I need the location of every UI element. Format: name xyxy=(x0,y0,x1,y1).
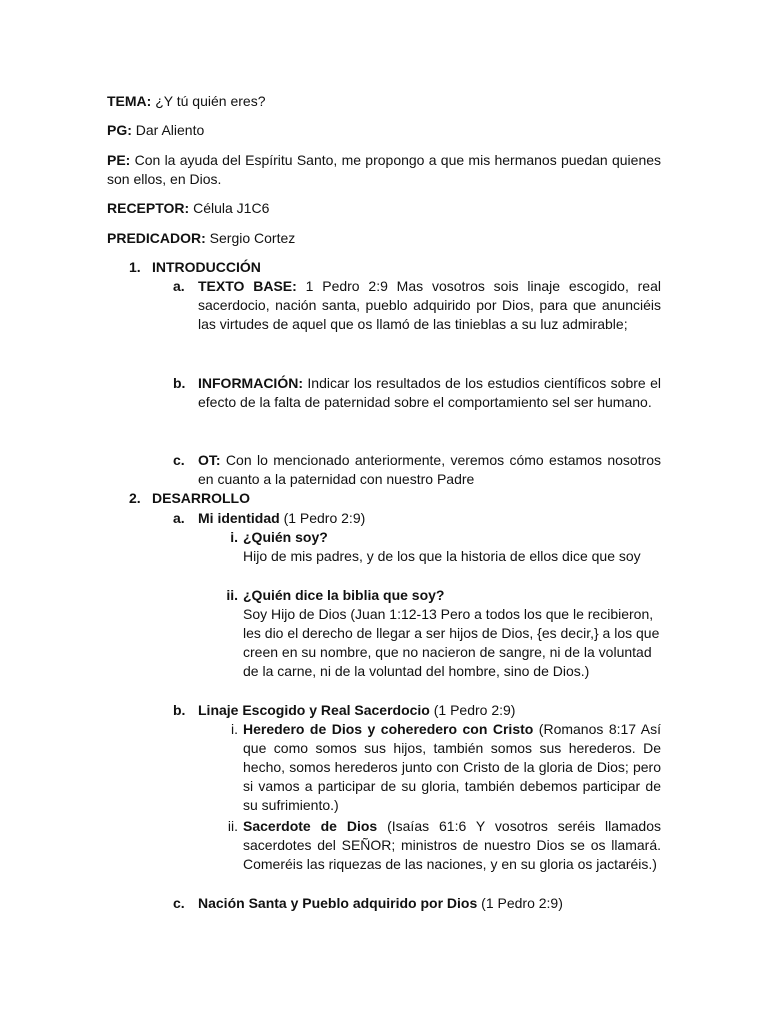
linaje-escogido-item xyxy=(173,701,661,720)
section-title: INTRODUCCIÓN xyxy=(152,259,261,275)
subitem-numeral: ii. xyxy=(226,587,238,603)
subitem-label: Sacerdote de Dios xyxy=(243,818,378,834)
quien-soy-subitem xyxy=(218,528,661,566)
item-text: 1 Pedro 2:9 Mas vosotros sois linaje escogido, real sacerdocio, nación santa, pueblo adquirido por Dios, para que anunciéis las virtudes de aquel que os llamó de las tinieblas a su luz admirable; xyxy=(198,278,661,332)
item-letter: b. xyxy=(173,375,186,391)
receptor-label: RECEPTOR: xyxy=(107,200,190,216)
item-letter: a. xyxy=(173,278,185,294)
item-letter: a. xyxy=(173,510,185,526)
nacion-santa-item xyxy=(173,894,661,913)
item-label: Mi identidad xyxy=(198,510,280,526)
pg-value: Dar Aliento xyxy=(135,122,205,138)
informacion-item xyxy=(173,374,661,412)
subitem-numeral: i. xyxy=(230,529,238,545)
pe-label: PE: xyxy=(107,152,131,168)
item-label: Nación Santa y Pueblo adquirido por Dios xyxy=(198,895,478,911)
receptor-value: Célula J1C6 xyxy=(193,200,270,216)
tema-line xyxy=(107,92,661,111)
pe-value: Con la ayuda del Espíritu Santo, me propongo a que mis hermanos puedan quienes son ellos, en Dios. xyxy=(107,152,662,187)
predicador-line xyxy=(107,229,661,248)
pg-line xyxy=(107,121,661,140)
item-text: (1 Pedro 2:9) xyxy=(283,510,366,526)
subitem-text: Hijo de mis padres, y de los que la historia de ellos dice que soy xyxy=(243,548,641,564)
sacerdote-subitem xyxy=(218,817,661,874)
subitem-label: ¿Quién dice la biblia que soy? xyxy=(243,587,445,603)
subitem-text: (Romanos 8:17 Así que como somos sus hijos, también somos sus herederos. De hecho, somos herederos junto con Cristo de la gloria de Dios; pero si vamos a participar de su gloria, también debemos participar de su sufrimiento.) xyxy=(243,721,662,813)
item-text: Indicar los resultados de los estudios científicos sobre el efecto de la falta de paternidad sobre el comportamiento sel ser humano. xyxy=(198,375,662,410)
item-text: (1 Pedro 2:9) xyxy=(481,895,563,911)
subitem-text: (Isaías 61:6 Y vosotros seréis llamados sacerdotes del SEÑOR; ministros de nuestro Dios se os llamará. Comeréis las riquezas de las naciones, y en su gloria os jactaréis.) xyxy=(243,818,661,872)
item-letter: c. xyxy=(173,452,185,468)
predicador-value: Sergio Cortez xyxy=(209,230,296,246)
pg-label: PG: xyxy=(107,122,132,138)
subitem-label: Heredero de Dios y coheredero con Cristo xyxy=(243,721,534,737)
subitem-text: Soy Hijo de Dios (Juan 1:12-13 Pero a todos los que le recibieron, les dio el derecho de llegar a ser hijos de Dios, {es decir,} a los que creen en su nombre, que no nacieron de sangre, ni de la voluntad de la carne, ni de la voluntad del hombre, sino de Dios.) xyxy=(243,606,660,679)
mi-identidad-item xyxy=(173,509,661,528)
receptor-line xyxy=(107,199,661,218)
predicador-label: PREDICADOR: xyxy=(107,230,206,246)
item-text: (1 Pedro 2:9) xyxy=(433,702,516,718)
subitem-label: ¿Quién soy? xyxy=(243,529,328,545)
tema-label: TEMA: xyxy=(107,93,152,109)
section-title: DESARROLLO xyxy=(152,490,250,506)
item-letter: c. xyxy=(173,895,185,911)
pe-line xyxy=(107,151,661,189)
section-number: 2. xyxy=(129,490,141,506)
heredero-subitem xyxy=(218,720,661,815)
subitem-numeral: i. xyxy=(231,721,238,737)
item-letter: b. xyxy=(173,702,186,718)
item-label: Linaje Escogido y Real Sacerdocio xyxy=(198,702,430,718)
subitem-numeral: ii. xyxy=(227,818,238,834)
section-number: 1. xyxy=(129,259,141,275)
texto-base-item xyxy=(173,277,661,334)
tema-value: ¿Y tú quién eres? xyxy=(155,93,266,109)
item-label: INFORMACIÓN: xyxy=(198,375,303,391)
item-label: TEXTO BASE: xyxy=(198,278,297,294)
item-text: Con lo mencionado anteriormente, veremos cómo estamos nosotros en cuanto a la paternidad con nuestro Padre xyxy=(198,452,662,487)
item-label: OT: xyxy=(198,452,221,468)
quien-dice-biblia-subitem xyxy=(218,586,661,681)
ot-item xyxy=(173,451,661,489)
